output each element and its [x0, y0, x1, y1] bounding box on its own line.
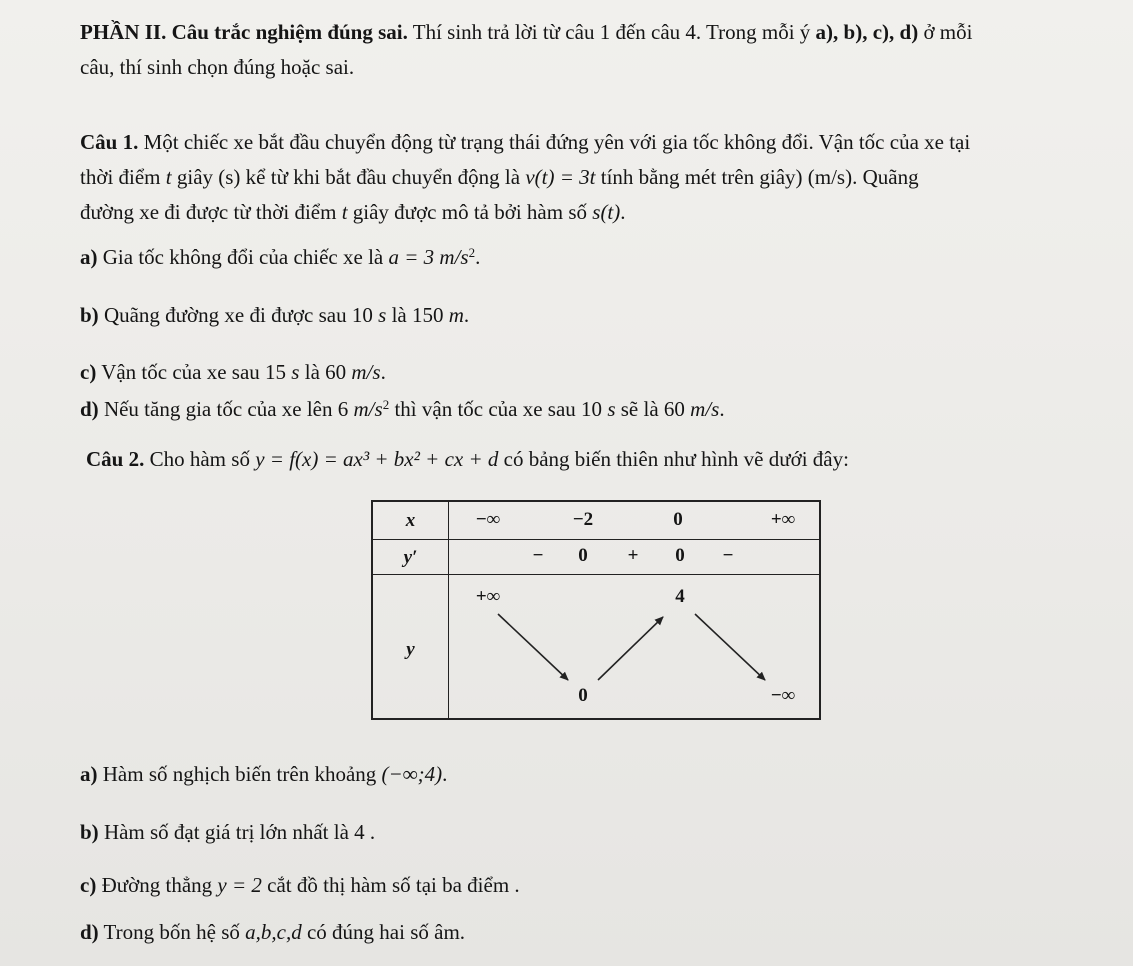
statement-text: . — [475, 245, 481, 269]
statement-text: Quãng đường xe đi được sau 10 — [98, 303, 379, 327]
statement-text: cắt đồ thị hàm số tại ba điểm . — [261, 873, 520, 897]
statement-text: có đúng hai số âm. — [301, 920, 466, 944]
unit: m/s — [353, 397, 383, 421]
q1-math: t — [165, 165, 172, 189]
statement-label: d) — [80, 920, 99, 944]
x-row-label: x — [405, 510, 416, 531]
statement-text: Gia tốc không đổi của chiếc xe là — [97, 245, 389, 269]
statement-text: Đường thẳng — [96, 873, 218, 897]
yprime-sign: − — [532, 545, 544, 566]
statement-math: (−∞;4) — [381, 762, 443, 786]
q1-statement-a — [80, 245, 480, 269]
x-value: −2 — [572, 509, 594, 530]
statement-text: sẽ là 60 — [615, 397, 691, 421]
q1-text: tính bằng mét trên giây) (m/s). Quãng — [595, 165, 919, 189]
statement-label: a) — [80, 762, 98, 786]
q1-math: t — [341, 200, 348, 224]
q2-text: Cho hàm số — [144, 447, 256, 471]
q2-line1 — [86, 447, 849, 471]
statement-text: Hàm số nghịch biến trên khoảng — [97, 762, 382, 786]
statement-label: a) — [80, 245, 98, 269]
q2-label: Câu 2. — [86, 447, 145, 471]
section-title: PHẦN II. Câu trắc nghiệm đúng sai. — [80, 20, 408, 44]
yprime-zero: 0 — [578, 545, 588, 566]
q1-text: đường xe đi được từ thời điểm — [80, 200, 342, 224]
q1-label: Câu 1. — [80, 130, 139, 154]
y-value: −∞ — [770, 685, 796, 706]
q1-distance-function: s(t) — [592, 200, 621, 224]
q1-text: Một chiếc xe bắt đầu chuyển động từ trạng thái đứng yên với gia tốc không đổi. Vận tốc của xe tại — [138, 130, 971, 154]
x-value: −∞ — [475, 509, 501, 530]
q2-statement-d — [80, 920, 465, 944]
exponent: 2 — [468, 245, 476, 260]
q1-text: . — [620, 200, 626, 224]
statement-label: c) — [80, 873, 97, 897]
q1-line1 — [80, 130, 970, 154]
yprime-row-label: y′ — [403, 547, 418, 568]
x-value: +∞ — [770, 509, 796, 530]
yprime-zero: 0 — [675, 545, 685, 566]
decreasing-arrow — [695, 614, 765, 680]
section-items: a), b), c), d) — [815, 20, 919, 44]
statement-label: d) — [80, 397, 99, 421]
unit: m/s — [351, 360, 381, 384]
statement-text: là 150 — [386, 303, 449, 327]
statement-text: Vận tốc của xe sau 15 — [96, 360, 292, 384]
q2-text: có bảng biến thiên như hình vẽ dưới đây: — [498, 447, 849, 471]
q2-statement-c — [80, 873, 520, 897]
statement-label: b) — [80, 303, 99, 327]
statement-label: c) — [80, 360, 97, 384]
section-instruction-line2: câu, thí sinh chọn đúng hoặc sai. — [80, 55, 355, 79]
statement-text: là 60 — [299, 360, 352, 384]
decreasing-arrow — [498, 614, 568, 680]
variation-arrows — [373, 502, 819, 718]
statement-text: . — [442, 762, 448, 786]
q1-line3 — [80, 200, 626, 224]
statement-math: a,b,c,d — [245, 920, 302, 944]
y-value: 4 — [675, 586, 685, 607]
unit: m/s — [690, 397, 720, 421]
statement-text: . — [380, 360, 386, 384]
q1-statement-d — [80, 397, 725, 421]
y-value: 0 — [578, 685, 588, 706]
y-row-label: y — [406, 639, 415, 660]
unit: m — [448, 303, 464, 327]
q2-function-formula: y = f(x) = ax³ + bx² + cx + d — [255, 447, 499, 471]
statement-text: Nếu tăng gia tốc của xe lên 6 — [98, 397, 354, 421]
unit: s — [291, 360, 300, 384]
section-header — [80, 20, 972, 44]
statement-math: y = 2 — [217, 873, 262, 897]
q2-statement-a — [80, 762, 447, 786]
variation-table — [371, 500, 821, 720]
q2-statement-b — [80, 820, 375, 844]
statement-text: thì vận tốc của xe sau 10 — [389, 397, 608, 421]
q1-line2 — [80, 165, 919, 189]
section-instruction: Thí sinh trả lời từ câu 1 đến câu 4. Trong mỗi ý — [407, 20, 816, 44]
unit: s — [607, 397, 616, 421]
q1-statement-b — [80, 303, 469, 327]
q1-text: giây được mô tả bởi hàm số — [347, 200, 593, 224]
statement-label: b) — [80, 820, 99, 844]
q1-statement-c — [80, 360, 386, 384]
q1-text: thời điểm — [80, 165, 166, 189]
increasing-arrow — [598, 617, 663, 680]
exponent: 2 — [382, 397, 390, 412]
statement-text: . — [463, 303, 470, 327]
statement-text: Hàm số đạt giá trị lớn nhất là 4 . — [98, 820, 376, 844]
yprime-sign: − — [722, 545, 734, 566]
statement-text: Trong bốn hệ số — [98, 920, 246, 944]
q1-text: giây (s) kể từ khi bắt đầu chuyển động là — [171, 165, 526, 189]
y-value: +∞ — [475, 586, 501, 607]
unit: s — [378, 303, 387, 327]
statement-math: a = 3 m/s — [388, 245, 469, 269]
yprime-sign: + — [627, 545, 639, 566]
x-value: 0 — [673, 509, 683, 530]
statement-text: . — [719, 397, 725, 421]
q1-velocity-formula: v(t) = 3t — [525, 165, 596, 189]
section-instruction-end: ở mỗi — [918, 20, 973, 44]
